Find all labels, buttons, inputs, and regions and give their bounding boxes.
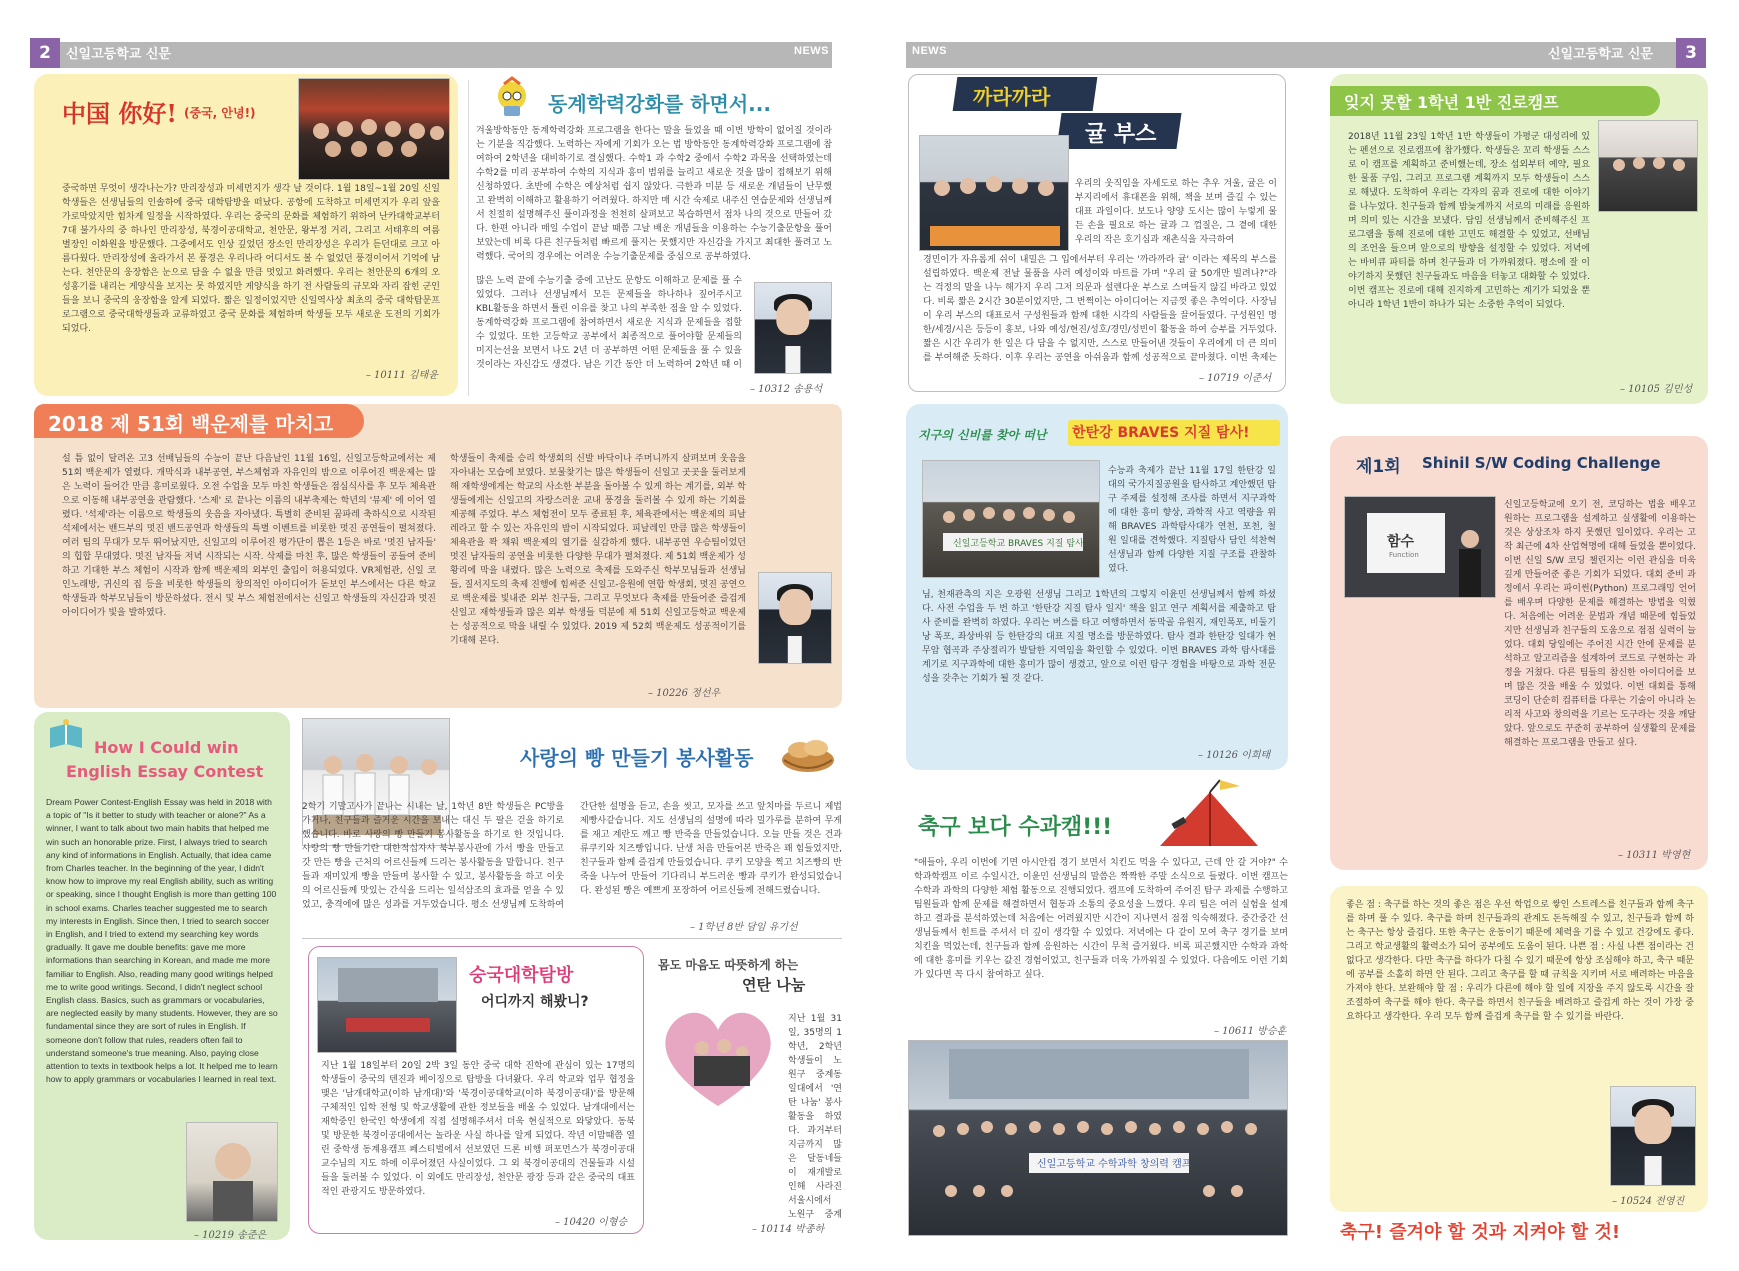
- yeontan-title-line1: 몸도 마음도 따뜻하게 하는: [658, 958, 799, 972]
- yeontan-title-line2: 연탄 나눔: [742, 976, 806, 994]
- yeontan-body: 지난 1월 31일, 35명의 1학년, 2학년 학생들이 노원구 중계동 일대에서 '연탄 나눔' 봉사활동을 하였다. 과거부터 지금까지 많은 달동네들이 재개발로 인해 사라진 서울시에서 노원구 중계: [788, 1014, 842, 1218]
- baekun-article-box: [34, 404, 842, 708]
- china-group-photo: [298, 78, 450, 180]
- univ-title-line2: 어디까지 해봤니?: [481, 994, 589, 1010]
- essay-title-line1: How I Could win: [94, 738, 239, 757]
- baekun-body-2: 학생들이 축제를 승리 학생회의 신발 바닥이나 주머니까지 살펴보며 웃음을 자아내는 모습에 보였다. 보물찾기는 많은 학생들이 신일고 곳곳을 둘러보게 해 재학생에게는 학교의 사소한 부분을 돌아볼 수 있게 하는 계기를, 외부 학생들에게는 신일고의 자랑스러운 교내 풍경을 둘러볼 수 있게 하는 기회를 제공해 주었다. 부스 체험전이 모두 종료된 후, 체육관에서는 백운제의 피날레라고 할 수 있는 자유인의 밤이 시작되었다. 피날레인 만큼 많은 학생들이 체육관을 꽉 채워 백운제의 열기를 실감하게 했다. 내부공연 우승팀이었던 멋진 남자들의 공연을 비롯한 다양한 무대가 펼쳐졌다. 제 51회 백운제가 성황리에 막을 내렸다. 많은 노력으로 축제를 도와주신 학부모님들과 선생님들, 질서지도의 축제 진행에 힘써준 신일고-응원에 연합 학생회, 멋진 공연으로 백운제를 빛내준 외부 친구들, 그리고 무엇보다 축제를 만들어준 즐겁게 신일고 재학생들과 많은 외부 학생들 덕분에 제 51회 신일고등학교 백운제는 성공적으로 막을 내릴 수 있었다. 2019 제 52회 백운제도 성공적이기를 기대해 본다.: [450, 454, 746, 646]
- right-page-number: 3: [1676, 38, 1706, 68]
- kkara-booth-photo: [919, 135, 1069, 251]
- kkara-signature: – 10719 이준서: [1199, 373, 1272, 384]
- kkara-title-line1: 까라까라: [973, 85, 1051, 109]
- right-section-label: NEWS: [912, 45, 947, 57]
- baekun-portrait: [758, 572, 832, 664]
- jiri-title-pre: 지구의 신비를 찾아 떠난: [918, 428, 1047, 442]
- baekun-title: 2018 제 51회 백운제를 마치고: [48, 412, 334, 436]
- soccer-banner-text: 신일고등학교 수학과학 창의력 캠프: [1037, 1159, 1192, 1170]
- china-subtitle: (중국, 안녕!): [184, 106, 256, 120]
- univ-signature: – 10420 이형승: [555, 1217, 628, 1228]
- baekun-body-1: 설 틈 없이 달려온 고3 선배님들의 수능이 끝난 다음날인 11월 16일, 신일고등학교에서는 제 51회 백운제가 열렸다. 개막식과 내부공연, 부스체험과 자유인의 밤으로 이루어진 백운제는 많은 노력이 들어간 만큼 흥미로웠다. 오전 수업을 모두 마친 학생들은 점심식사를 후 모두 체육관으로 이동해 내부공연을 관람했다. '스제' 로 끝나는 이름의 내부축제는 학년의 '뮤제' 에 이어 열렸다. '석제'라는 이름으로 학생들의 웃음을 자아냈다. 특별히 준비된 꿈파레 축하식으로 시작된 석제에서는 밴드부의 멋진 밴드공연과 학생들의 특별 이벤트를 비롯한 멋진 공연들이 펼쳐졌다. 여러 팀의 무대가 모두 뛰어났지만, 신일고의 이루어진 평가단이 뽑은 1등은 바로 '멋진 남자들' 의 힙합 무대였다. 멋진 남자들 저녁 시작되는 시작. 삭제를 마친 후, 많은 학생들이 공들여 준비하고 기대한 부스 체험이 시작과 함께 백운제의 외부인 출입이 허용되었다. VR체험관, 신일 코인노래방, 귀신의 집 등을 비롯한 학생들의 창의적인 아이디어가 돋보인 부스에서는 다른 학교 학생들과 학부모님들이 방문하셨다. 전시 및 부스 체험전에서는 신일고 학생들의 자신감과 멋진 아이디어가 빛을 발하였다.: [62, 454, 436, 618]
- jiri-signature: – 10126 이희태: [1198, 750, 1271, 761]
- left-section-label: NEWS: [794, 45, 829, 57]
- soccer2-footer-title: 축구! 즐겨야 할 것과 지켜야 할 것!: [1340, 1222, 1621, 1243]
- essay-article-box: [34, 712, 290, 1240]
- coding-signature: – 10311 박영현: [1618, 850, 1691, 861]
- soccer-camp-photo: [908, 1040, 1288, 1236]
- kkara-article-box: [908, 74, 1286, 392]
- donggye-body-1: 겨울방학동안 동계학력강화 프로그램을 한다는 말을 들었을 때 이번 방학이 없어질 것이라는 기분을 직감했다. 노력하는 자에게 기회가 오는 법 방학동안 동계학력강화 프로그램에 참여하여 2학년을 대비하기로 결심했다. 수학1 과 수학2 중에서 수학2 과목을 선택하였는데 수학2를 미리 공부하여 수학의 지식과 흥미 범위를 늘리고 새로운 것을 많이 접해보기 위해 신청하였다. 초반에 수학은 예상처럼 쉽지 않았다. 극한과 미분 등 새로운 개념들이 난무했고 완벽히 이해하고 활용하기 어려웠다. 하지만 매 시간 숙제로 내주신 연습문제와 선생님께서 친절히 설명해주신 풀이과정을 천천히 살펴보고 복습하면서 점차 나의 것으로 만들어 갔다. 한편 아니라 매일 수업이 끝날 때쯤 그날 배운 개념들을 이용하는 수능기출문항을 풀어보았는데 비록 다른 친구들처럼 빠르게 풀지는 못했지만 자신감을 가지고 최대한 풀려고 노력했다. 국어의 경우에는 어려운 수능기출문제를 중심으로 공부하였다.: [476, 126, 832, 262]
- essay-title-line2: English Essay Contest: [66, 762, 264, 781]
- bread-body: 2학기 기말고사가 끝나는 시내는 날, 1학년 8반 학생들은 PC방을 가거나, 친구들과 즐거운 시간을 보내는 대신 두 팔은 걷을 하기로 했습니다. 바로 사랑의 빵 만들기 봉사활동을 하기로 한 것입니다. 사랑의 빵 만들기란 대한적십자사 북부봉사관에 가서 빵을 만들고 갓 만든 빵을 근처의 어르신들께 드리는 봉사활동을 말합니다. 친구들과 재미있게 빵을 만들며 봉사할 수 있고, 봉사활동을 하고 이웃의 어르신들께 맛있는 간식을 드리는 일석삼조의 효과를 얻을 수 있었고, 충격에에 많은 성과를 거두었습니다. 평소 선생님께 도착하여 간단한 설명을 듣고, 손을 씻고, 모자를 쓰고 앞치마를 두르니 제법 제빵사같습니다. 지도 선생님의 설명에 따라 밀가루를 분하여 무게를 재고 계란도 깨고 빵 반죽을 만들었습니다. 오늘 만들 것은 건과류쿠키와 치즈빵입니다. 난생 처음 만들어본 반죽은 꽤 힘들었지만, 친구들과 함께 즐겁게 만들었습니다. 쿠키 모양을 찍고 치즈빵의 반죽을 나누어 만들어 기다리니 부드러운 빵과 쿠키가 완성되었습니다. 완성된 빵은 예쁘게 포장하여 어르신들께 전해드렸습니다.: [302, 802, 842, 910]
- china-article-box: [34, 74, 458, 396]
- camp-article-box: [1330, 74, 1708, 404]
- bread-basket-icon: [778, 730, 838, 774]
- china-photo-people: [299, 79, 450, 180]
- donggye-icon: [488, 74, 536, 122]
- left-paper-name: 신일고등학교 신문: [66, 47, 171, 62]
- camp-title: 잊지 못할 1학년 1반 진로캠프: [1344, 93, 1559, 112]
- left-page-number: 2: [30, 38, 60, 68]
- jiri-body-1: 수능과 축제가 끝난 11월 17일 한탄강 일대의 국가지질공원을 탐사하고 계안했던 탐구 주제를 설정해 조사를 하면서 지구과학에 대한 흥미 향상, 과학적 사고 역량을 위해 BRAVES 과학탐사대가 연천, 포천, 철원 일대를 견학했다. 지질탐사 담인 석찬혁 선생님과 함께 다양한 지질 구조를 관찰하였다.: [1108, 466, 1276, 574]
- baekun-signature: – 10226 정선우: [648, 688, 721, 699]
- essay-student-photo: [186, 1122, 278, 1222]
- china-body: 중국하면 무엇이 생각나는가? 만리장성과 미세먼지가 생각 날 것이다. 1월 18일~1월 20일 신일 학생들은 선생님들의 인솔하에 중국 대학탐방을 떠났다. 공항에 도착하고 미세먼지가 우리 앞을 가로막았지만 힘차게 일정을 시작하였다. 우리는 중국의 문화를 체험하기 위하여 난카대학교부터 7대 불가사의 중 하나인 만리장성, 북경이공대학교, 천안문, 왕부정 거리, 그리고 서태후의 여름별장인 이화원을 방문했다. 그중에서도 인상 깊었던 장소인 만리장성은 우리가 듣던대로 크고 아름다웠다. 만리장성에 올라가서 본 풍경은 우리나라 어디서도 볼 수 없었던 풍경이어서 기억에 남는다. 천안문의 웅장함은 눈으로 담을 수 없을 만큼 멋있고 화려했다. 우리는 천안문의 6개의 오성홍기를 내리는 게양식을 보지는 못 하였지만 게양식을 하기 전 사람들의 규모와 자리 잡힌 군인들을 보니 중국의 웅장함을 알게 되었다. 짧은 일정이었지만 신일역사상 최초의 중국 대학탐문프로그램으로 중국대학생들과 교류하였고 중국 문화를 체험하며 학생들 모두 새로운 도전의 기회가 되었다.: [62, 184, 440, 334]
- kkara-body-2: 경민이가 자유롭게 쉬이 내밀은 그 입에서부터 우리는 '까라까라 귤' 이라는 제목의 부스를 설립하였다. 백운제 전날 물품을 사러 예성이와 마트를 가며 "우리 귤 50개만 빌려나?"라는 걱정의 말을 나누 해가지 우리 그저 의문과 설렌다운 부스로 스며들지 않길 바라고 있었다. 비록 짧은 2시간 30분이었지만, 그 번쩍이는 아이디어는 지금껏 좋은 추억이다. 사장님이 우리 부스의 대표로서 구성원들과 함께 대한 시각의 사람들을 끌어들였다. 구성원인 명한/세경/시은 등등이 홍보, 나와 예성/현진/성호/경민/성빈이 활동을 하여 승부를 거두었다. 짧은 시간 우리가 한 일은 다 담을 수 없지만, 스스로 만들어낸 것들이 우리에게 더 큰 의미를 부여해준 듯하다. 이후 우리는 공연을 아쉬움과 함께 성공적으로 끝마쳤다. 이번 축제는: [923, 255, 1277, 363]
- coding-slide-word: 함수: [1387, 534, 1415, 550]
- coding-body: 신일고등학교에 오기 전, 코딩하는 법을 배우고 원하는 프로그램을 설계하고 실생활에 이용하는 것은 상상조차 하지 못했던 일이었다. 우리는 고작 최근에 4차 산업혁명에 대해 들었을 뿐이었다. 이번 신일 S/W 코딩 챌린지는 이런 관심을 더욱 깊게 만들어준 좋은 기회가 되었다. 대회 준비 과정에서 우리는 파이썬(Python) 프로그래밍 언어를 배우며 다양한 문제를 해결하는 방법을 익혔다. 처음에는 어려운 문법과 개념 때문에 힘들었지만 선생님과 친구들의 도움으로 점점 실력이 늘었다. 대회 당일에는 주어진 시간 안에 문제를 분석하고 알고리즘을 설계하여 코드로 구현하는 과정을 거쳤다. 다른 팀들의 참신한 아이디어를 보며 많은 것을 배울 수 있었다. 이번 대회를 통해 코딩이 단순히 컴퓨터를 다루는 기술이 아니라 논리적 사고와 창의력을 기르는 도구라는 것을 깨달았다. 앞으로도 꾸준히 공부하여 실생활의 문제를 해결하는 프로그램을 만들고 싶다.: [1504, 500, 1696, 748]
- jiri-body-2: 님, 천재관측의 지은 오광원 선생님 그리고 1학년의 그렇지 이윤민 선생님께서 함께 하셨다. 사전 수업을 두 번 하고 '한탄강 지질 탐사 일지' 책을 읽고 연구 계획서를 제출하고 탐사 준비를 완벽히 하였다. 우리는 버스를 타고 여행하면서 동막골 유원지, 재인폭포, 비둘기낭 폭포, 좌상바위 등 한탄강의 대표 지질 명소를 방문하였다. 탐사 결과 한탄강 일대가 현무암 협곡과 주상절리가 발달한 지역임을 확인할 수 있었다. 이번 BRAVES 과학 탐사대를 계기로 지구과학에 대한 흥미가 많이 생겼고, 앞으로 이런 탐구 경험을 바탕으로 과학 전문성을 갖추는 기회가 될 것 같다.: [922, 590, 1276, 684]
- camp-body: 2018년 11월 23일 1학년 1반 학생들이 가평군 대성리에 있는 펜션으로 진로캠프에 참가했다. 학생들은 꼬리 학생들 스스로 이 캠프를 계획하고 준비했는데, 장소 섭외부터 예약, 필요한 물품 구입, 그리고 프로그램 계획까지 모두 학생들이 스스로 해냈다. 도착하여 우리는 각자의 꿈과 진로에 대한 이야기를 나누었다. 친구들과 함께 밤늦게까지 서로의 미래를 응원하며 의미 있는 시간을 보냈다. 담임 선생님께서 준비해주신 프로그램을 통해 진로에 대한 고민도 해결할 수 있었고, 선배님의 조언을 들으며 앞으로의 방향을 설정할 수 있었다. 저녁에는 바비큐 파티를 하며 친구들과 더 가까워졌다. 평소에 잘 이야기하지 못했던 친구들과도 마음을 터놓고 대화할 수 있었다. 이번 캠프는 진로에 대해 진지하게 고민하는 계기가 되었을 뿐 아니라 1학년 1반이 하나가 되는 소중한 추억이 되었다.: [1348, 132, 1590, 310]
- essay-signature: – 10219 송준은: [194, 1230, 267, 1240]
- yeontan-signature: – 10114 박종하: [752, 1224, 825, 1235]
- camp-signature: – 10105 김민성: [1620, 384, 1693, 395]
- bread-bottom-rule: [302, 938, 842, 939]
- univ-title-line1: 숭국대학탐방: [469, 965, 574, 986]
- soccer2-signature: – 10524 전영진: [1612, 1196, 1685, 1207]
- soccer2-body: 좋은 점 : 축구를 하는 것의 좋은 점은 우선 학업으로 쌓인 스트레스를 친구들과 함께 축구를 하며 풀 수 있다. 축구를 하며 친구들과의 관계도 돈독해질 수 있고, 친구들과 함께 하는 축구는 항상 즐겁다. 또한 축구는 운동이기 때문에 체력을 기를 수 있고 건강에도 좋다. 그리고 학교생활의 활력소가 되어 공부에도 도움이 된다. 나쁜 점 : 사실 나쁜 점이라는 건 없다고 생각한다. 다만 축구를 하다가 다칠 수 있기 때문에 항상 조심해야 하고, 축구 때문에 공부를 소홀히 하면 안 된다. 그리고 축구를 할 때 규칙을 지키며 서로 배려하는 마음을 가져야 한다. 보완해야 할 점 : 우리가 다른에 해야 할 일에 지장을 주지 않도록 시간을 잘 조절하여 축구를 해야 한다. 축구를 하면서 친구들을 배려하고 즐겁게 하는 것이 가장 중요하다고 생각한다. 우리 모두 함께 즐겁게 축구를 할 수 있기를 바란다.: [1346, 900, 1694, 1022]
- china-title: 中国 你好!: [62, 99, 177, 128]
- univ-group-photo: [317, 957, 457, 1053]
- kkara-title-line2: 귤 부스: [1085, 122, 1157, 147]
- jiri-banner-text: 신일고등학교 BRAVES 지질 탐사: [953, 539, 1084, 549]
- coding-slide-sub: Function: [1389, 551, 1419, 559]
- kkara-body-1: 우리의 웃직임을 자세도로 하는 추우 겨울, 귤은 이부지리에서 휴대폰을 위해, 책을 보며 즐길 수 있는 대표 과일이다. 보도나 양양 도시는 많이 누렇게 물든 손을 필요로 하는 귤과 그 껍질은, 그 곁에 대한 우리의 작은 호기심과 재촌식을 자극하여: [1075, 179, 1277, 245]
- soccer2-article-box: [1330, 886, 1708, 1212]
- univ-body: 지난 1월 18일부터 20일 2박 3일 동안 중국 대학 진학에 관심이 있는 17명의 학생들이 중국의 텐진과 베이징으로 탐방을 다녀왔다. 우리 학교와 업무 협정을 맺은 '남개대학교(이하 남개대)'와 '북경이공대학교(이하 북경이공대)'를 방문해 구체적인 입학 전형 및 학교생활에 관한 정보들을 배울 수 있었다. 남개대에서는 재학중인 한국인 학생에게 직접 설명해주셔서 더욱 현실적으로 와닿았다. 동북 및 방문한 북경이공대에서는 놀라운 사실 하나를 알게 되었다. 작년 이맘때쯤 열린 중학생 동계용캠프 페스티벌에서 선보였던 드론 비행 퍼포먼스가 북경이공대 교수님의 지도 하에 이루어졌던 사실이었다. 그 외 북경이공대의 건물들과 시설들을 둘러볼 수 있었다. 이 외에도 만리장성, 천안문 광장 등과 같은 중국의 대표적인 관광지도 방문하였다.: [321, 1061, 635, 1197]
- essay-body: Dream Power Contest-English Essay was held in 2018 with a topic of "Is it better to study with teacher or alone?" As a winner, I want to talk about two main habits that helped me win such an honorable prize. First, I always tried to search any kind of informations in English. Actually, that idea came from Charles teacher. In the beginning of the year, I didn't know how to improve my real English ability, such as writing or speaking, since I thought English is more than getting 100 in school exams. Charles teacher suggested me to search my interests in English. Since then, I tried to search soccer in English, and I tried to extend my searching key words gradually. It gave me double benefits: gave me more informations than searching in Korean, and made me more familiar to English. Also, reading many good writings helped me to write good writings. Second, I didn't neglect school English class. Basics, such as grammars or vocabularies, are neglected easily by many students. However, they are so fundamental since they are sort of rules in English. If someone don't follow that rules, readers often fail to understand someone's true meaning. Also, paying close attention to texts in textbook helps a lot. It helped me to learn how to apply grammars or vocabularies I learned in real text.: [46, 797, 278, 1085]
- bread-title: 사랑의 빵 만들기 봉사활동: [520, 746, 754, 770]
- donggye-body-2: 많은 노력 끝에 수능기출 중에 고난도 문항도 이해하고 문제를 풀 수 있었다. 그러나 선생님께서 모든 문제들을 하나하나 짚어주시고 KBL활동을 하면서 틀린 이유를 찾고 나의 부족한 점을 알 수 있었다. 동계학력강화 프로그램에 참여하면서 새로운 지식과 문제들을 접할 수 있었다. 또한 고등학교 공부에서 최종적으로 풀어야할 문제들의 미지는선을 보면서 나도 2년 더 공부하면 어떤 문제들을 풀 수 있을 것이라는 자신감도 생겼다. 남은 기간 동안 더 노력하여 2학년 때 이: [476, 276, 742, 370]
- bread-signature: – 1학년 8반 담임 유기선: [690, 922, 798, 933]
- jiri-article-box: [906, 404, 1288, 770]
- jiri-group-photo: [922, 460, 1100, 578]
- donggye-signature: – 10312 송용석: [750, 384, 823, 395]
- univ-article-box: [308, 946, 644, 1234]
- jiri-title-main: 한탄강 BRAVES 지질 탐사!: [1072, 425, 1250, 441]
- essay-book-icon: [46, 718, 86, 754]
- right-paper-name: 신일고등학교 신문: [1548, 47, 1653, 62]
- donggye-title: 동계학력강화를 하면서...: [548, 92, 771, 116]
- coding-article-box: [1330, 436, 1708, 870]
- soccer-title: 축구 보다 수과캠!!!: [918, 815, 1113, 840]
- left-column-divider: [468, 80, 469, 396]
- donggye-portrait: [754, 282, 832, 374]
- soccer-signature: – 10611 방승훈: [1214, 1026, 1287, 1037]
- coding-title-pre: 제1회: [1356, 457, 1401, 477]
- china-signature: – 10111 김태윤: [365, 370, 438, 381]
- soccer-body: "애들아, 우리 이번에 기면 아시안컵 경기 보면서 치킨도 먹을 수 있다고, 근데 안 갈 거야?" 수학과학캠프 이르 수일시간, 이윤민 선생님의 말씀은 짝짝한 주말 소식으로 들렸다. 이번 캠프는 수학과 과학의 다양한 체험 활동으로 진행되었다. 캠프에 도착하여 주어진 탐구 과제를 수행하고 팀원들과 함께 문제를 해결하면서 협동과 소통의 중요성을 느꼈다. 우리 팀은 여러 실험을 설계하고 결과를 분석하였는데 처음에는 어려웠지만 시간이 지나면서 점점 익숙해졌다. 중간중간 선생님들께서 힌트를 주셔서 더 깊이 생각할 수 있었다. 저녁에는 다 같이 모여 축구 경기를 보며 치킨을 먹었는데, 친구들과 함께 응원하는 시간이 무척 즐거웠다. 비록 피곤했지만 수학과 과학에 대한 흥미를 키우는 값진 경험이었고, 친구들과 더욱 가까워질 수 있었다. 다음에도 이런 기회가 있다면 꼭 다시 참여하고 싶다.: [914, 858, 1288, 980]
- soccer-tent-icon: [1150, 776, 1268, 850]
- coding-title-main: Shinil S/W Coding Challenge: [1422, 454, 1661, 472]
- soccer2-portrait: [1610, 1086, 1696, 1186]
